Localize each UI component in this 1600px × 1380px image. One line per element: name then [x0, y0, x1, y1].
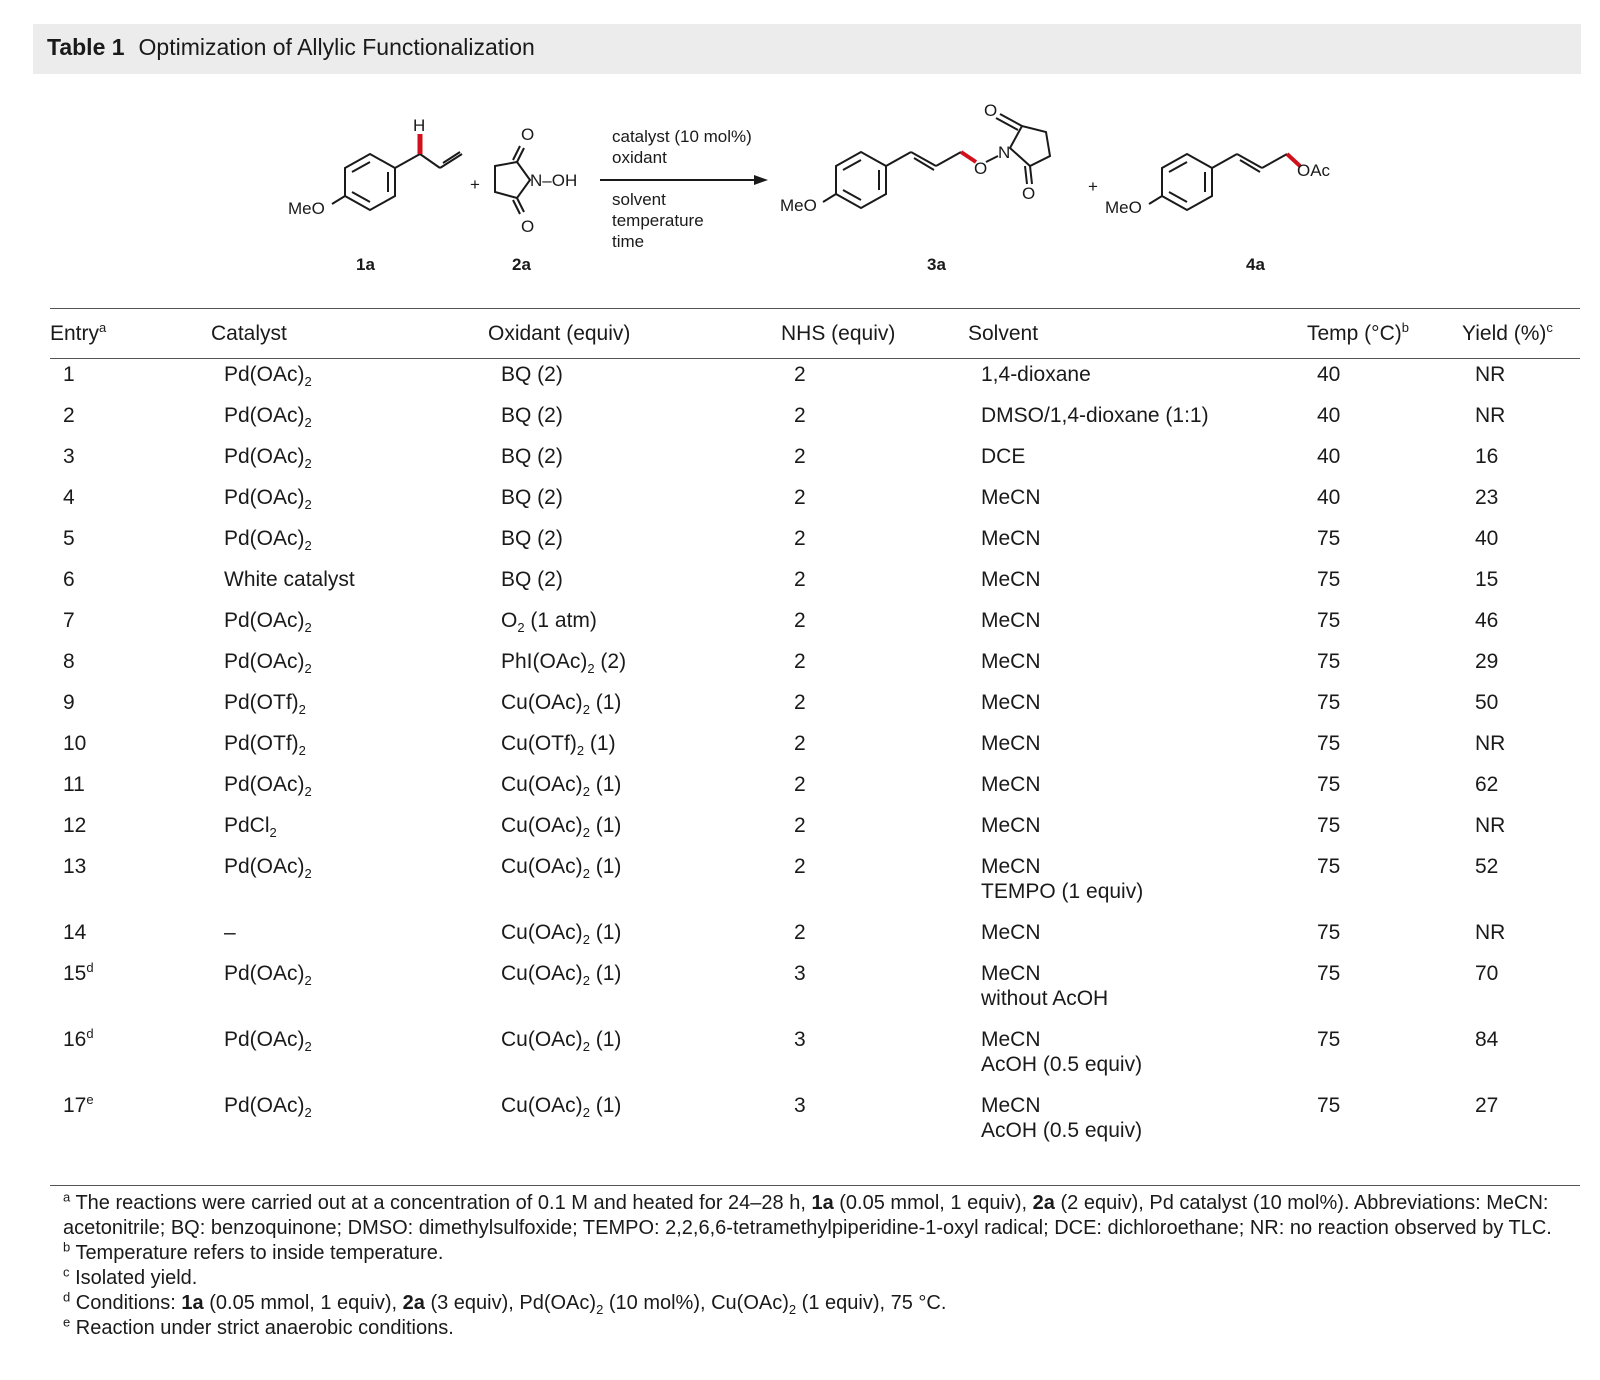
cell-oxidant: $Cu(OAc)_2$ (1) [501, 855, 622, 882]
reaction-scheme [0, 80, 1600, 310]
cell-yield: 52 [1475, 855, 1499, 878]
compound-label-3a: 3a [927, 255, 946, 274]
atom-o-2a-bottom: O [521, 217, 535, 236]
cell-solvent: MeCN [981, 773, 1041, 796]
cell-entry: 5 [63, 527, 75, 550]
cell-yield: 16 [1475, 445, 1499, 468]
cell-yield: NR [1475, 921, 1506, 944]
atom-o-2a-top: O [521, 125, 535, 144]
atom-meo-3a: MeO [780, 196, 817, 215]
cell-solvent: MeCN [981, 691, 1041, 714]
cell-nhs: 2 [794, 527, 806, 550]
cell-nhs: 2 [794, 404, 806, 427]
cell-catalyst: $Pd(OTf)_2$ [224, 691, 306, 718]
cell-solvent: DMSO/1,4-dioxane (1:1) [981, 404, 1209, 427]
cell-entry: 1 [63, 363, 75, 386]
cell-nhs: 2 [794, 568, 806, 591]
cell-temp: 75 [1317, 1028, 1341, 1051]
cell-temp: 75 [1317, 732, 1341, 755]
cell-yield: 84 [1475, 1028, 1499, 1051]
atom-meo-4a: MeO [1105, 198, 1142, 217]
cell-nhs: 2 [794, 814, 806, 837]
cell-yield: NR [1475, 814, 1506, 837]
cell-solvent: MeCN [981, 814, 1041, 837]
cell-nhs: 3 [794, 1094, 806, 1117]
cell-catalyst: $Pd(OAc)_2$ [224, 363, 312, 390]
compound-label-2a: 2a [512, 255, 531, 274]
cell-nhs: 2 [794, 921, 806, 944]
cell-temp: 75 [1317, 527, 1341, 550]
cell-nhs: 2 [794, 363, 806, 386]
cell-yield: 46 [1475, 609, 1499, 632]
cell-temp: 75 [1317, 773, 1341, 796]
cell-solvent: DCE [981, 445, 1026, 468]
cell-solvent: MeCN [981, 609, 1041, 632]
col-header-solvent: Solvent [968, 322, 1039, 345]
cell-solvent: MeCN AcOH (0.5 equiv) [981, 1028, 1143, 1076]
condition-temperature: temperature [612, 211, 704, 230]
cell-oxidant: $PhI(OAc)_2$ (2) [501, 650, 627, 677]
col-header-nhs: NHS (equiv) [781, 322, 896, 345]
cell-yield: NR [1475, 404, 1506, 427]
cell-nhs: 2 [794, 609, 806, 632]
condition-oxidant: oxidant [612, 148, 667, 167]
cell-solvent: MeCN without AcOH [981, 962, 1109, 1010]
cell-temp: 40 [1317, 486, 1341, 509]
atom-oac: OAc [1297, 161, 1331, 180]
footnote-d: $^d$ Conditions: 1a (0.05 mmol, 1 equiv), 2a (3 equiv), $Pd(OAc)_2$ (10 mol%), $Cu(OAc)_2$ (1 equiv), 75 °C. [63, 1289, 947, 1317]
cell-solvent: 1,4-dioxane [981, 363, 1091, 386]
cell-catalyst: $Pd(OTf)_2$ [224, 732, 306, 759]
cell-catalyst: $Pd(OAc)_2$ [224, 486, 312, 513]
atom-o-3a-top: O [984, 101, 998, 120]
cell-yield: 70 [1475, 962, 1499, 985]
cell-nhs: 2 [794, 650, 806, 673]
table-bottom-rule [50, 1185, 1580, 1186]
col-header-yield: Yield (%)$^c$ [1462, 320, 1553, 345]
cell-oxidant: BQ (2) [501, 527, 563, 550]
cell-entry: 14 [63, 921, 87, 944]
cell-temp: 75 [1317, 962, 1341, 985]
cell-temp: 75 [1317, 921, 1341, 944]
cell-solvent: MeCN AcOH (0.5 equiv) [981, 1094, 1143, 1142]
condition-catalyst: catalyst (10 mol%) [612, 127, 752, 146]
cell-temp: 75 [1317, 609, 1341, 632]
cell-catalyst: $Pd(OAc)_2$ [224, 855, 312, 882]
cell-nhs: 3 [794, 1028, 806, 1051]
cell-entry: 7 [63, 609, 75, 632]
cell-temp: 40 [1317, 404, 1341, 427]
cell-nhs: 3 [794, 962, 806, 985]
cell-entry: 6 [63, 568, 75, 591]
cell-yield: 29 [1475, 650, 1499, 673]
molecule-2a [495, 146, 530, 214]
cell-catalyst: $Pd(OAc)_2$ [224, 527, 312, 554]
cell-catalyst: $Pd(OAc)_2$ [224, 404, 312, 431]
cell-entry: 17e [63, 1092, 94, 1117]
compound-label-4a: 4a [1246, 255, 1265, 274]
cell-entry: 12 [63, 814, 87, 837]
cell-entry: 10 [63, 732, 87, 755]
table-top-rule [50, 308, 1580, 309]
atom-o-3a-bottom: O [1022, 184, 1036, 203]
atom-n-oh: N–OH [530, 171, 578, 190]
cell-oxidant: $Cu(OAc)_2$ (1) [501, 962, 622, 989]
table-label: Table 1 [47, 34, 125, 60]
table-header-rule [50, 358, 1580, 359]
atom-h: H [413, 116, 426, 135]
cell-temp: 75 [1317, 568, 1341, 591]
cell-nhs: 2 [794, 855, 806, 878]
cell-yield: 40 [1475, 527, 1499, 550]
cell-yield: 50 [1475, 691, 1499, 714]
cell-solvent: MeCN [981, 527, 1041, 550]
table-title: Optimization of Allylic Functionalization [138, 34, 535, 60]
plus-sign-1: + [470, 175, 480, 194]
cell-catalyst: – [224, 921, 236, 944]
condition-time: time [612, 232, 645, 251]
cell-entry: 13 [63, 855, 87, 878]
cell-yield: 15 [1475, 568, 1499, 591]
cell-oxidant: $Cu(OAc)_2$ (1) [501, 921, 622, 948]
footnote-a: $^a$ The reactions were carried out at a concentration of 0.1 M and heated for 24–28 h, 1a (0.05 mmol, 1 equiv), 2a (2 equiv), Pd catalyst (10 mol%). Abbreviations: MeCN: acetonitrile; BQ: benzoquinone; DMSO: dimethylsulfoxide; TEMPO: 2,2,6,6-tetramethylpiperidine-1-oxyl radical; DCE: dichloroethane; NR: no reaction observed by TLC. [63, 1189, 1552, 1239]
cell-solvent: MeCN [981, 921, 1041, 944]
col-header-temp: Temp $(^\circ C)^b$ [1307, 320, 1409, 345]
cell-yield: 23 [1475, 486, 1499, 509]
cell-catalyst: $Pd(OAc)_2$ [224, 773, 312, 800]
cell-entry: 15$^d$ [63, 960, 94, 985]
cell-catalyst: $Pd(OAc)_2$ [224, 609, 312, 636]
cell-oxidant: $Cu(OAc)_2$ (1) [501, 1028, 622, 1055]
cell-oxidant: $O_2$ (1 atm) [501, 609, 597, 636]
footnotes [63, 1191, 1573, 1341]
cell-catalyst: PdCl$_2$ [224, 814, 277, 841]
cell-catalyst: $Pd(OAc)_2$ [224, 962, 312, 989]
cell-temp: 40 [1317, 363, 1341, 386]
plus-sign-2: + [1088, 177, 1098, 196]
atom-o-3a-ether: O [974, 159, 988, 178]
molecule-4a [1149, 154, 1300, 210]
cell-entry: 4 [63, 486, 75, 509]
cell-entry: 8 [63, 650, 75, 673]
col-header-catalyst: Catalyst [211, 322, 287, 345]
cell-nhs: 2 [794, 691, 806, 714]
footnote-b: $^b$ Temperature refers to inside temperature. [63, 1239, 444, 1264]
cell-temp: 40 [1317, 445, 1341, 468]
cell-yield: 62 [1475, 773, 1499, 796]
cell-oxidant: BQ (2) [501, 486, 563, 509]
cell-nhs: 2 [794, 486, 806, 509]
cell-entry: 16$^d$ [63, 1026, 94, 1051]
table-caption [33, 24, 1581, 74]
cell-solvent: MeCN TEMPO (1 equiv) [981, 855, 1144, 903]
cell-yield: NR [1475, 363, 1506, 386]
cell-oxidant: BQ (2) [501, 445, 563, 468]
cell-catalyst: White catalyst [224, 568, 355, 591]
cell-temp: 75 [1317, 650, 1341, 673]
compound-label-1a: 1a [356, 255, 375, 274]
cell-entry: 2 [63, 404, 75, 427]
cell-solvent: MeCN [981, 568, 1041, 591]
cell-catalyst: $Pd(OAc)_2$ [224, 650, 312, 677]
cell-yield: NR [1475, 732, 1506, 755]
cell-entry: 11 [63, 773, 85, 796]
cell-oxidant: $Cu(OTf)_2$ (1) [501, 732, 616, 759]
cell-yield: 27 [1475, 1094, 1499, 1117]
molecule-3a [823, 114, 1050, 208]
cell-nhs: 2 [794, 773, 806, 796]
cell-oxidant: $Cu(OAc)_2$ (1) [501, 773, 622, 800]
col-header-entry: Entry$^a$ [50, 320, 107, 345]
cell-nhs: 2 [794, 445, 806, 468]
cell-catalyst: $Pd(OAc)_2$ [224, 1094, 312, 1121]
cell-temp: 75 [1317, 691, 1341, 714]
condition-solvent: solvent [612, 190, 666, 209]
cell-oxidant: BQ (2) [501, 404, 563, 427]
cell-temp: 75 [1317, 855, 1341, 878]
cell-nhs: 2 [794, 732, 806, 755]
cell-entry: 3 [63, 445, 75, 468]
cell-temp: 75 [1317, 814, 1341, 837]
cell-solvent: MeCN [981, 650, 1041, 673]
footnote-e: $^e$ Reaction under strict anaerobic conditions. [63, 1314, 454, 1339]
cell-oxidant: $Cu(OAc)_2$ (1) [501, 691, 622, 718]
cell-solvent: MeCN [981, 732, 1041, 755]
cell-oxidant: $Cu(OAc)_2$ (1) [501, 1094, 622, 1121]
cell-catalyst: $Pd(OAc)_2$ [224, 445, 312, 472]
col-header-oxidant: Oxidant (equiv) [488, 322, 631, 345]
cell-solvent: MeCN [981, 486, 1041, 509]
cell-oxidant: $Cu(OAc)_2$ (1) [501, 814, 622, 841]
cell-temp: 75 [1317, 1094, 1341, 1117]
cell-oxidant: BQ (2) [501, 363, 563, 386]
cell-catalyst: $Pd(OAc)_2$ [224, 1028, 312, 1055]
atom-n-3a: N [998, 143, 1011, 162]
reaction-arrow [600, 175, 768, 185]
footnote-c: $^c$ Isolated yield. [63, 1264, 198, 1289]
molecule-1a [332, 134, 462, 210]
cell-entry: 9 [63, 691, 75, 714]
atom-meo-1a: MeO [288, 199, 325, 218]
cell-oxidant: BQ (2) [501, 568, 563, 591]
